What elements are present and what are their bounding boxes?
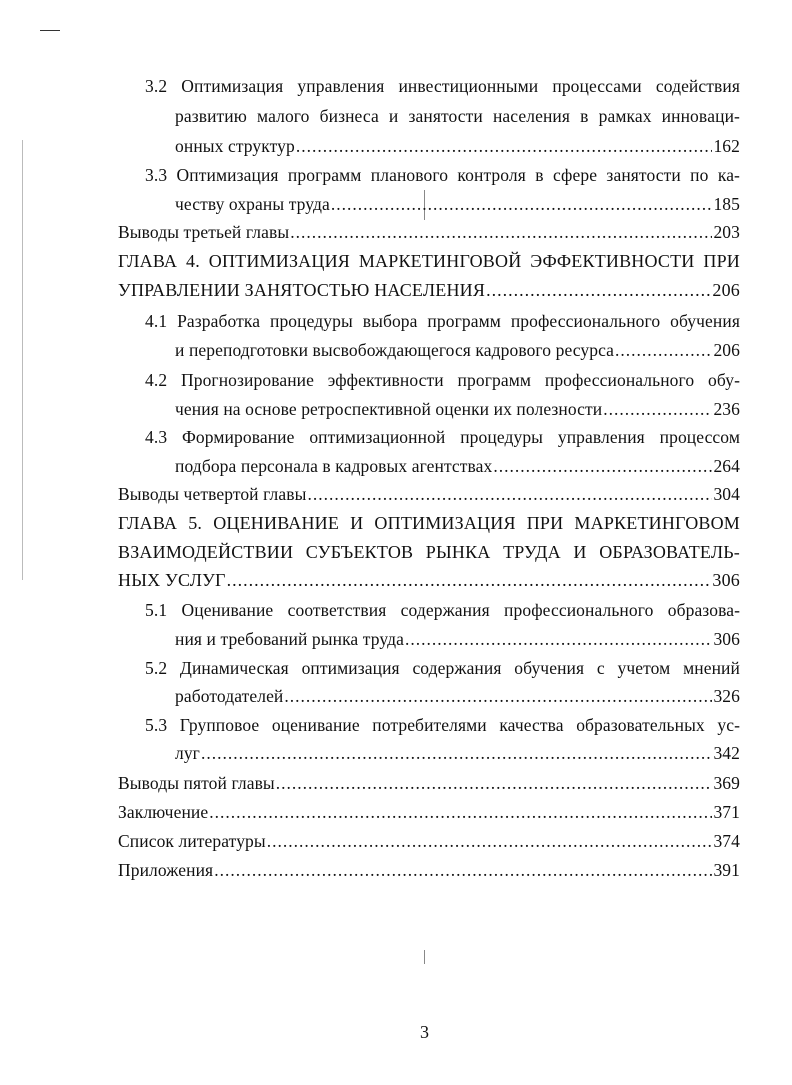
toc-entry-5-1-line1: 5.1 Оценивание соответствия содержания профессионального образова- <box>145 600 740 620</box>
leader-dots <box>227 568 712 592</box>
toc-chapter-5-line2: ВЗАИМОДЕЙСТВИИ СУБЪЕКТОВ РЫНКА ТРУДА И ОБРАЗОВАТЕЛЬ- <box>118 542 740 562</box>
toc-entry-text: онных структур <box>175 136 295 156</box>
toc-entry-4-3-line2 <box>175 454 740 478</box>
toc-entry-5-2-line2 <box>175 684 740 708</box>
toc-chapter-5-line3 <box>118 568 740 592</box>
toc-page-number: 374 <box>713 831 740 851</box>
toc-entry-conclusions-4 <box>118 482 740 506</box>
toc-page-number: 206 <box>713 340 740 360</box>
toc-entry-5-2-line1: 5.2 Динамическая оптимизация содержания обучения с учетом мнений <box>145 658 740 678</box>
toc-chapter-5-line1: ГЛАВА 5. ОЦЕНИВАНИЕ И ОПТИМИЗАЦИЯ ПРИ МАРКЕТИНГОВОМ <box>118 513 740 533</box>
leader-dots <box>493 454 712 478</box>
toc-page-number: 306 <box>713 629 740 649</box>
leader-dots <box>486 278 711 302</box>
toc-entry-4-3-line1: 4.3 Формирование оптимизационной процедуры управления процессом <box>145 427 740 447</box>
toc-page-number: 162 <box>713 136 740 156</box>
leader-dots <box>331 192 713 216</box>
leader-dots <box>276 771 713 795</box>
toc-entry-text: луг <box>175 743 200 763</box>
toc-entry-conclusions-3 <box>118 220 740 244</box>
toc-page-number: 342 <box>713 743 740 763</box>
toc-entry-3-2-line1: 3.2 Оптимизация управления инвестиционными процессами содействия <box>145 76 740 96</box>
toc-entry-text: Выводы четвертой главы <box>118 484 307 504</box>
toc-entry-3-3-line2 <box>175 192 740 216</box>
toc-entry-3-3-line1: 3.3 Оптимизация программ планового контроля в сфере занятости по ка- <box>145 165 740 185</box>
toc-entry-text: Список литературы <box>118 831 266 851</box>
toc-page-number: 185 <box>713 194 740 214</box>
toc-page-number: 371 <box>713 802 740 822</box>
toc-entry-4-2-line2 <box>175 397 740 421</box>
toc-entry-5-1-line2 <box>175 627 740 651</box>
toc-entry-4-1-line1: 4.1 Разработка процедуры выбора программ профессионального обучения <box>145 311 740 331</box>
toc-page-number: 264 <box>713 456 740 476</box>
toc-chapter-4-line1: ГЛАВА 4. ОПТИМИЗАЦИЯ МАРКЕТИНГОВОЙ ЭФФЕКТИВНОСТИ ПРИ <box>118 251 740 271</box>
toc-entry-appendices <box>118 858 740 882</box>
toc-entry-text: Выводы третьей главы <box>118 222 290 242</box>
toc-entry-bibliography <box>118 829 740 853</box>
toc-entry-text: НЫХ УСЛУГ <box>118 570 226 590</box>
toc-entry-text: УПРАВЛЕНИИ ЗАНЯТОСТЬЮ НАСЕЛЕНИЯ <box>118 280 486 300</box>
toc-entry-text: подбора персонала в кадровых агентствах <box>175 456 493 476</box>
toc-entry-text: Заключение <box>118 802 209 822</box>
leader-dots <box>296 134 713 158</box>
toc-entry-text: честву охраны труда <box>175 194 330 214</box>
toc-page-number: 206 <box>712 280 740 300</box>
leader-dots <box>201 741 712 765</box>
leader-dots <box>307 482 712 506</box>
leader-dots <box>209 800 712 824</box>
scan-artifact-left-edge <box>22 140 23 580</box>
toc-entry-conclusions-5 <box>118 771 740 795</box>
toc-page-number: 391 <box>713 860 740 880</box>
leader-dots <box>405 627 712 651</box>
page-number: 3 <box>420 1022 429 1042</box>
toc-entry-text: работодателей <box>175 686 284 706</box>
toc-page-number: 304 <box>713 484 740 504</box>
toc-entry-3-2-line3 <box>175 134 740 158</box>
toc-page-number: 306 <box>712 570 740 590</box>
scan-artifact-top-left <box>40 30 60 31</box>
toc-entry-4-1-line2 <box>175 338 740 362</box>
toc-entry-text: Приложения <box>118 860 214 880</box>
toc-entry-text: и переподготовки высвобождающегося кадрового ресурса <box>175 340 615 360</box>
toc-chapter-4-line2 <box>118 278 740 302</box>
toc-entry-4-2-line1: 4.2 Прогнозирование эффективности программ профессионального обу- <box>145 370 740 390</box>
leader-dots <box>603 397 712 421</box>
toc-page-number: 236 <box>713 399 740 419</box>
toc-entry-conclusion <box>118 800 740 824</box>
leader-dots <box>214 858 712 882</box>
leader-dots <box>615 338 712 362</box>
leader-dots <box>267 829 713 853</box>
toc-page-number: 326 <box>713 686 740 706</box>
leader-dots <box>290 220 712 244</box>
scan-artifact-center-line-2 <box>424 950 425 964</box>
toc-entry-5-3-line2 <box>175 741 740 765</box>
leader-dots <box>284 684 712 708</box>
toc-entry-3-2-line2: развитию малого бизнеса и занятости населения в рамках инновaци- <box>175 106 740 126</box>
toc-page-number: 203 <box>713 222 740 242</box>
toc-entry-text: ния и требований рынка труда <box>175 629 404 649</box>
toc-page-number: 369 <box>713 773 740 793</box>
toc-entry-text: Выводы пятой главы <box>118 773 275 793</box>
toc-entry-text: чения на основе ретроспективной оценки их полезности <box>175 399 603 419</box>
toc-entry-5-3-line1: 5.3 Групповое оценивание потребителями качества образовательных ус- <box>145 715 740 735</box>
